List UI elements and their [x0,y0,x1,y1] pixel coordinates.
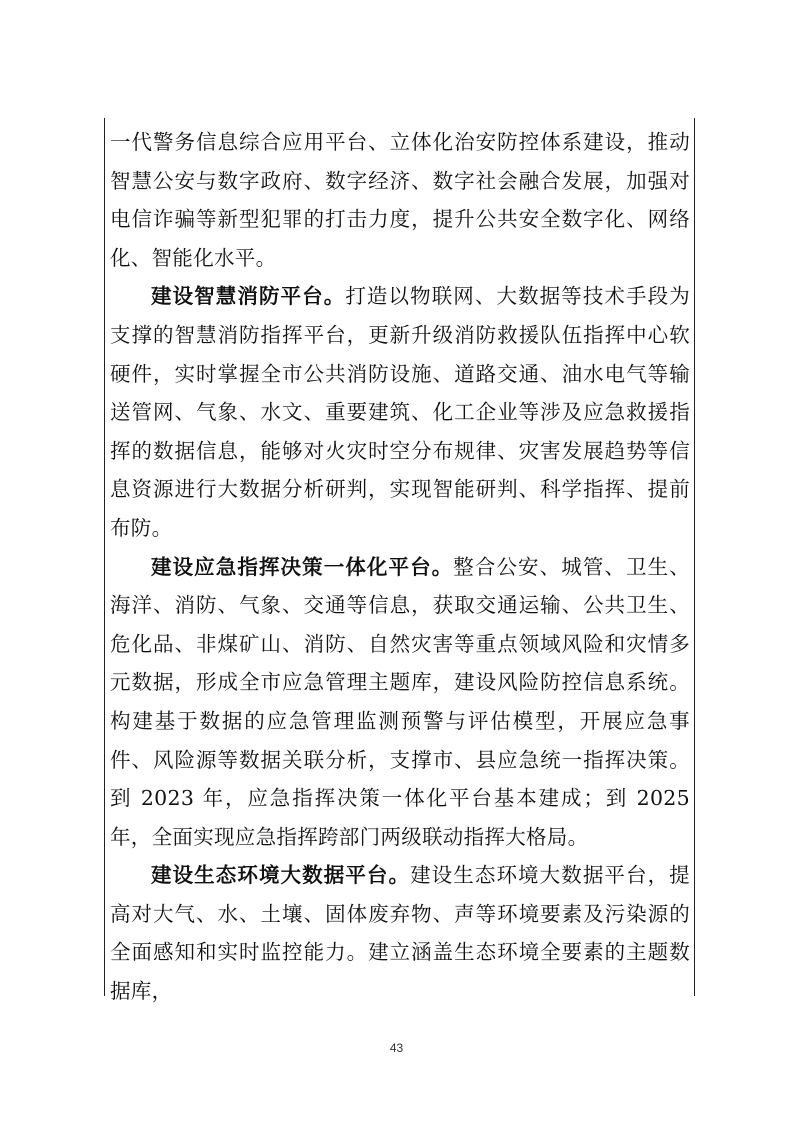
paragraph-heading: 建设智慧消防平台。 [151,284,346,309]
paragraph-text: 整合公安、城管、卫生、海洋、消防、气象、交通等信息，获取交通运输、公共卫生、危化品、非煤矿山、消防、自然灾害等重点领域风险和灾情多元数据，形成全市应急管理主题库，建设风险防控信息系统。构建基于数据的应急管理监测预警与评估模型，开展应急事件、风险源等数据关联分析，支撑市、县应急统一指挥决策。到 2023 年，应急指挥决策一体化平台基本建成；到 2025 年，全面实现应急指挥跨部门两级联动指挥大格局。 [110,554,690,849]
document-body [110,123,690,1011]
paragraph-text: 打造以物联网、大数据等技术手段为支撑的智慧消防指挥平台，更新升级消防救援队伍指挥中心软硬件，实时掌握全市公共消防设施、道路交通、油水电气等输送管网、气象、水文、重要建筑、化工企业等涉及应急救援指挥的数据信息，能够对火灾时空分布规律、灾害发展趋势等信息资源进行大数据分析研判，实现智能研判、科学指挥、提前布防。 [110,284,690,540]
paragraph-continuation [110,123,690,277]
paragraph-smart-fire-platform [110,277,690,547]
paragraph-eco-environment-platform [110,856,690,1010]
paragraph-emergency-command-platform [110,548,690,857]
paragraph-text: 建设生态环境大数据平台，提高对大气、水、土壤、固体废弃物、声等环境要素及污染源的全面感知和实时监控能力。建立涵盖生态环境全要素的主题数据库， [110,863,690,1004]
paragraph-text: 一代警务信息综合应用平台、立体化治安防控体系建设，推动智慧公安与数字政府、数字经济、数字社会融合发展，加强对电信诈骗等新型犯罪的打击力度，提升公共安全数字化、网络化、智能化水平。 [110,130,690,270]
page-number: 43 [389,1041,404,1055]
paragraph-heading: 建设应急指挥决策一体化平台。 [151,554,454,579]
paragraph-heading: 建设生态环境大数据平台。 [151,863,411,888]
